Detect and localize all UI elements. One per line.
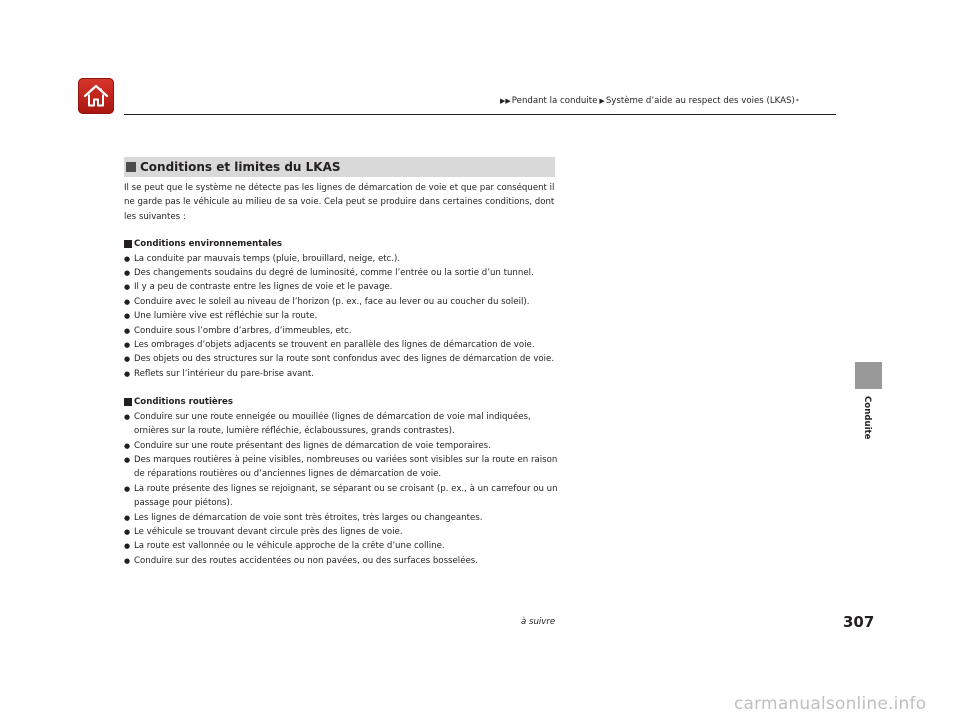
square-bullet-icon — [124, 240, 132, 248]
list-item: ● Les lignes de démarcation de voie sont très étroites, très larges ou changeantes. — [124, 511, 564, 525]
subheading-road — [124, 395, 564, 409]
home-icon — [83, 84, 109, 108]
list-item: ● Une lumière vive est réfléchie sur la route. — [124, 309, 564, 323]
page-number: 307 — [843, 613, 875, 631]
list-item: ● Des marques routières à peine visibles, nombreuses ou variées sont visibles sur la route en raison de réparations routières ou d’anciennes lignes de démarcation de voie. — [124, 453, 564, 482]
triangle-right-icon: ▶▶ — [500, 97, 511, 105]
breadcrumb — [500, 96, 799, 106]
section-header — [124, 157, 555, 177]
environment-list — [124, 252, 564, 382]
list-item: ● Il y a peu de contraste entre les lignes de voie et le pavage. — [124, 280, 564, 294]
list-item: ● Des objets ou des structures sur la route sont confondus avec des lignes de démarcation de voie. — [124, 352, 564, 366]
list-item: ● Des changements soudains du degré de luminosité, comme l’entrée ou la sortie d’un tunnel. — [124, 266, 564, 280]
square-bullet-icon — [124, 398, 132, 406]
subheading-environment — [124, 237, 564, 251]
square-bullet-icon — [126, 162, 136, 172]
watermark: carmanualsonline.info — [734, 694, 927, 714]
intro-paragraph: Il se peut que le système ne détecte pas les lignes de démarcation de voie et que par conséquent il ne garde pas le véhicule au milieu de sa voie. Cela peut se produire dans certaines conditions, dont les suivantes : — [124, 183, 555, 222]
breadcrumb-item-lkas[interactable]: Système d’aide au respect des voies (LKAS) — [605, 96, 795, 106]
list-item: ● La conduite par mauvais temps (pluie, brouillard, neige, etc.). — [124, 252, 564, 266]
triangle-right-icon: ▶ — [599, 97, 605, 105]
section-title: Conditions et limites du LKAS — [140, 160, 341, 174]
list-item: ● Conduire sur des routes accidentées ou non pavées, ou des surfaces bosselées. — [124, 554, 564, 568]
continued-note: à suivre — [521, 617, 556, 627]
chapter-tab[interactable] — [855, 362, 882, 389]
list-item: ● La route présente des lignes se rejoignant, se séparant ou se croisant (p. ex., à un carrefour ou un passage pour piétons). — [124, 482, 564, 511]
optional-marker: * — [795, 98, 799, 105]
list-item: ● Conduire sur une route présentant des lignes de démarcation de voie temporaires. — [124, 439, 564, 453]
page-content — [124, 181, 564, 582]
list-item: ● La route est vallonnée ou le véhicule approche de la crête d’une colline. — [124, 539, 564, 553]
subheading-text: Conditions environnementales — [134, 239, 283, 250]
home-button[interactable] — [78, 78, 114, 114]
subheading-text: Conditions routières — [134, 397, 233, 408]
list-item: ● Les ombrages d’objets adjacents se trouvent en parallèle des lignes de démarcation de voie. — [124, 338, 564, 352]
breadcrumb-item-driving[interactable]: Pendant la conduite — [511, 96, 598, 106]
list-item: ● Le véhicule se trouvant devant circule près des lignes de voie. — [124, 525, 564, 539]
list-item: ● Reflets sur l’intérieur du pare-brise avant. — [124, 367, 564, 381]
list-item: ● Conduire sur une route enneigée ou mouillée (lignes de démarcation de voie mal indiquées, ornières sur la route, lumière réfléchie, éclaboussures, grands contrastes). — [124, 410, 564, 439]
chapter-label: Conduite — [862, 396, 872, 440]
header-rule — [124, 114, 836, 115]
list-item: ● Conduire sous l’ombre d’arbres, d’immeubles, etc. — [124, 324, 564, 338]
road-list — [124, 410, 564, 568]
list-item: ● Conduire avec le soleil au niveau de l’horizon (p. ex., face au lever ou au coucher du soleil). — [124, 295, 564, 309]
